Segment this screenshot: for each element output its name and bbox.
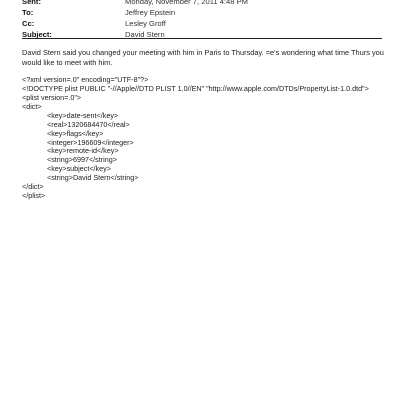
- plist-line: <key>date-sent</key>: [47, 110, 119, 120]
- plist-line: <key>flags</key>: [47, 128, 104, 138]
- plist-line: <!DOCTYPE plist PUBLIC "-//Apple//DTD PLIST 1.0//EN" "http://www.apple.com/DTDs/PropertyList-1.0.dtd">: [22, 84, 369, 94]
- sent-value: Monday, November 7, 2011 4:48 PM: [125, 0, 248, 6]
- header-divider: [22, 38, 382, 39]
- to-label: To:: [22, 8, 34, 17]
- subject-value: David Stern: [125, 30, 165, 39]
- plist-line: <?xml version=.0" encoding="UTF-8"?>: [22, 75, 149, 85]
- header-row-to: [22, 7, 382, 18]
- plist-line: <key>remote-id</key>: [47, 146, 119, 156]
- email-header: [22, 0, 382, 40]
- plist-line: <string>David Stern</string>: [47, 173, 139, 183]
- message-paragraph: David Stern said you changed your meeting with him in Paris to Thursday. =e's wondering what time Thurs you would like to meet with him.: [22, 48, 384, 67]
- plist-line: </plist>: [22, 190, 46, 200]
- cc-label: Cc:: [22, 19, 35, 28]
- subject-label: Subject:: [22, 30, 52, 39]
- header-row-cc: [22, 18, 382, 29]
- header-row-sent: [22, 0, 382, 7]
- plist-line: <dict>: [22, 101, 42, 111]
- plist-line: </dict>: [22, 182, 44, 192]
- plist-line: <string>6997</string>: [47, 155, 117, 165]
- plist-block: [22, 76, 384, 201]
- cc-value: Lesley Groff: [125, 19, 166, 28]
- plist-line: <key>subject</key>: [47, 164, 111, 174]
- plist-line: <real>1320684470</real>: [47, 119, 130, 129]
- to-value: Jeffrey Epstein: [125, 8, 176, 17]
- plist-line: <integer>196609</integer>: [47, 137, 134, 147]
- sent-label: Sent:: [22, 0, 41, 6]
- email-body: [22, 48, 384, 201]
- plist-line: <plist version=.0">: [22, 93, 82, 102]
